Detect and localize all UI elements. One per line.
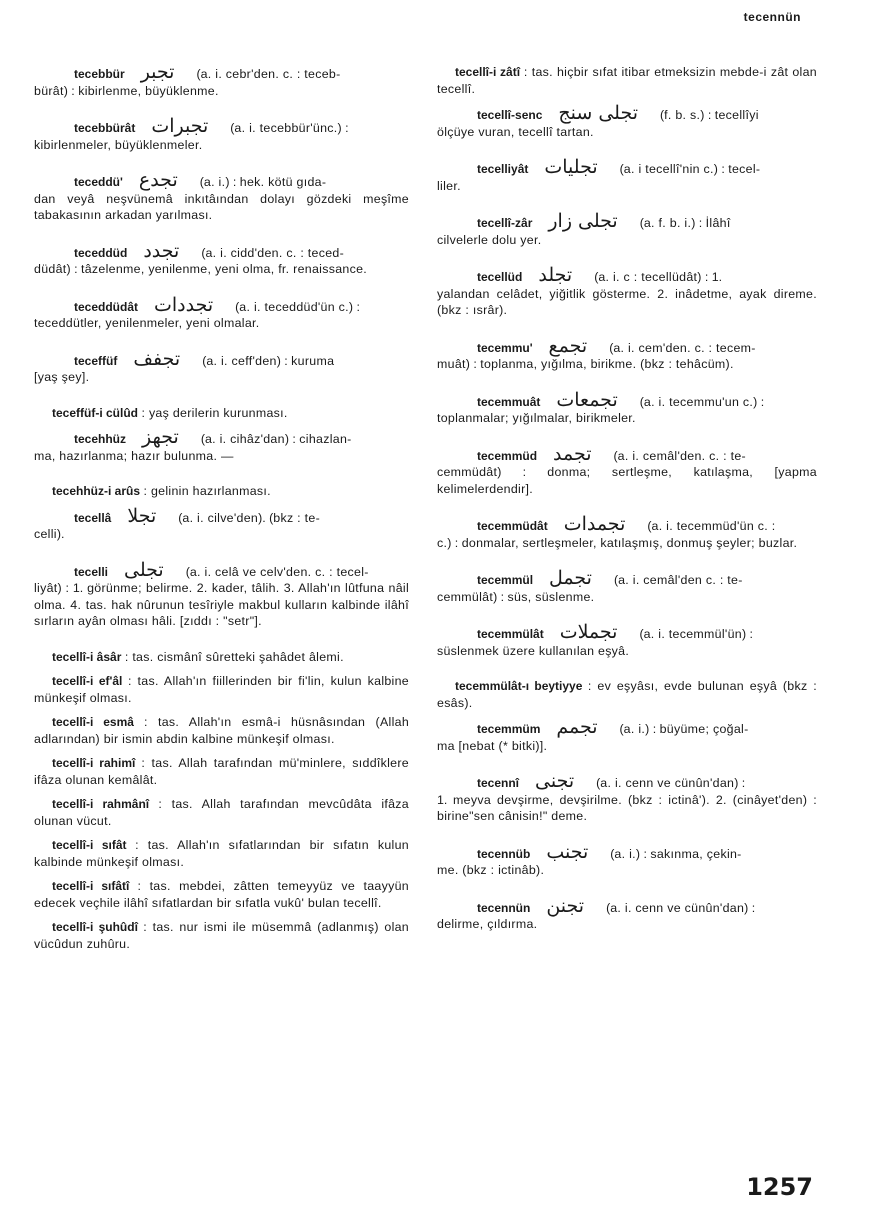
headword: tecellî-i rahimî <box>52 756 136 770</box>
headword: tecellî-senc <box>477 108 543 122</box>
definition-text: c.) : donmalar, sertleşmeler, katılaşmış, donmuş şeyler; buzlar. <box>437 535 798 550</box>
definition-start: : tas. Allah tarafından mevcûdâta ifâza olunan vücut. <box>34 797 409 828</box>
definition-start: (a. i. tecebbür'ünc.) : <box>230 121 349 135</box>
sub-entry <box>34 837 409 870</box>
headword: tecellî-i âsâr <box>52 649 122 664</box>
arabic-script: تجمد <box>553 442 592 465</box>
definition-text: muât) : toplanma, yığılma, birikme. (bkz : tehâcüm). <box>437 357 734 371</box>
definition-start: (a. i. cemâl'den c. : te- <box>613 573 743 587</box>
sub-entry <box>34 649 409 666</box>
definition-start: (a. i.) : büyüme; çoğal- <box>619 722 749 736</box>
definition-start: (a. i. cidd'den. c. : teced- <box>201 245 345 260</box>
definition-text: ma [nebat (* bitki)]. <box>437 738 548 753</box>
dictionary-entry <box>437 442 817 498</box>
definition-start: (a. i. cenn ve cünûn'dan) : <box>596 776 746 790</box>
headword: teceddüd <box>74 245 128 260</box>
arabic-script: تجلى سنج <box>558 102 639 124</box>
definition-start: (a. i. tecemmu'un c.) : <box>639 394 765 409</box>
arabic-script: تجمل <box>549 567 592 589</box>
dictionary-entry <box>34 426 409 464</box>
headword: tecellî-zâr <box>477 216 533 230</box>
headword: tecemmu' <box>477 340 533 355</box>
arabic-script: تجدد <box>143 239 180 262</box>
dictionary-entry <box>437 102 817 140</box>
headword: tecennüb <box>477 846 531 861</box>
headword: tecemmüd <box>477 448 538 463</box>
arabic-script: تجلد <box>538 264 573 286</box>
definition-start: (f. b. s.) : tecellîyi <box>660 108 759 122</box>
definition-text: liyât) : 1. görünme; belirme. 2. kader, tâlih. 3. Allah'ın lûtfuna nâil olma. 4. tas. hak nûrunun tesîriyle makbul kulların kalbinde ilâhî sırların ayân olması hâli. [zıddı : "setr"]. <box>34 581 409 628</box>
headword: tecehhüz-i arûs <box>52 484 141 498</box>
headword: tecellüd <box>477 270 523 284</box>
headword: tecehhüz <box>74 432 127 446</box>
definition-start: : tas. mebdei, zâtten temeyyüz ve taayyün edecek veçhile ilâhî sıfatlardan bir sıfatla vukû' bulan tecellî. <box>34 879 409 910</box>
arabic-script: تجلا <box>127 504 157 527</box>
definition-start: : tas. Allah'ın sıfatlarından bir sıfatın kulun kalbinde münkeşif olması. <box>34 838 409 869</box>
headword: tecellâ <box>74 510 112 525</box>
sub-entry <box>34 878 409 911</box>
dictionary-entry <box>34 115 409 153</box>
definition-text: ma, hazırlanma; hazır bulunma. — <box>34 448 234 463</box>
sub-entry <box>437 64 817 97</box>
definition-start: : tas. nur ismi ile müsemmâ (adlanmış) olan vücûdun zuhûru. <box>34 920 409 951</box>
arabic-script: تجنى <box>535 770 575 792</box>
definition-text: düdât) : tâzelenme, yenilenme, yeni olma, fr. renaissance. <box>34 262 368 276</box>
definition-start: (a. i. cemâl'den. c. : te- <box>613 448 746 463</box>
dictionary-entry <box>437 264 817 319</box>
arabic-script: تجنن <box>546 894 585 917</box>
definition-start: (a. i. cebr'den. c. : teceb- <box>196 67 341 81</box>
dictionary-entry <box>34 293 409 332</box>
definition-text: cemmüdât) : donma; sertleşme, katılaşma, [yapma kelimelerdendir]. <box>437 465 817 496</box>
headword: teceffüf-i cülûd <box>52 405 138 420</box>
arabic-script: تجمعات <box>556 388 618 411</box>
headword: tecemmüdât <box>477 519 548 533</box>
definition-start: (a. i. tecemmüd'ün c. : <box>647 519 776 533</box>
definition-start: : gelinin hazırlanması. <box>143 484 271 498</box>
headword: tecebbürât <box>74 121 136 135</box>
definition-start: (a. i. cem'den. c. : tecem- <box>609 340 756 355</box>
headword: tecellî-i şuhûdî <box>52 920 138 934</box>
definition-text: teceddütler, yenilenmeler, yeni olmalar. <box>34 316 260 330</box>
definition-start: : tas. cismânî sûretteki şahâdet âlemi. <box>124 649 344 664</box>
definition-text: dan veyâ neşvünemâ inkıtâından dolayı gözdeki meşîme tabakasının arkadan yarılması. <box>34 191 409 222</box>
arabic-script: تجنب <box>546 840 589 863</box>
definition-text: delirme, çıldırma. <box>437 917 538 931</box>
arabic-script: تجبر <box>140 61 175 83</box>
arabic-script: تجملات <box>559 621 618 643</box>
definition-text: bürât) : kibirlenme, büyüklenme. <box>34 83 219 98</box>
dictionary-entry <box>34 61 409 99</box>
dictionary-entry <box>437 388 817 427</box>
definition-start: (a. i. ceff'den) : kuruma <box>202 353 335 368</box>
definition-start: : yaş derilerin kurunması. <box>141 405 288 420</box>
arabic-script: تجفف <box>133 347 181 370</box>
definition-start: : ev eşyâsı, evde bulunan eşyâ (bkz : esâs). <box>437 679 817 710</box>
definition-start: : tas. Allah tarafından mü'minlere, sıddîklere ifâza olunan kemâlât. <box>34 756 409 787</box>
headword: tecellî-i esmâ <box>52 715 134 729</box>
definition-start: (a. i. cenn ve cünûn'dan) : <box>606 900 756 915</box>
arabic-script: تجدع <box>138 169 178 191</box>
headword: tecelli <box>74 564 109 579</box>
arabic-script: تجمع <box>548 334 588 357</box>
sub-entry <box>34 714 409 747</box>
headword: tecemmülât-ı beytiyye <box>455 679 583 693</box>
dictionary-entry <box>437 621 817 659</box>
arabic-script: تجددات <box>154 293 214 316</box>
definition-start: (a. f. b. i.) : İlâhî <box>639 216 731 230</box>
definition-text: [yaş şey]. <box>34 370 90 384</box>
definition-text: süslenmek üzere kullanılan eşyâ. <box>437 643 630 658</box>
definition-text: cemmülât) : süs, süslenme. <box>437 589 595 604</box>
left-column <box>34 61 410 960</box>
sub-entry <box>34 755 409 788</box>
dictionary-entry <box>437 567 817 605</box>
dictionary-entry <box>437 840 817 879</box>
dictionary-entry <box>34 347 409 386</box>
dictionary-entry <box>34 558 409 630</box>
definition-text: toplanmalar; yığılmalar, birikmeler. <box>437 411 636 425</box>
definition-text: 1. meyva devşirme, devşirilme. (bkz : ictinâ'). 2. (cinâyet'den) : birine"sen cânisin!" deme. <box>437 792 817 823</box>
arabic-script: تجمدات <box>563 513 626 535</box>
arabic-script: تجليات <box>544 156 598 178</box>
definition-start: (a. i. cilve'den). (bkz : te- <box>178 510 321 525</box>
sub-entry <box>34 919 409 952</box>
page-number: 1257 <box>746 1173 813 1201</box>
dictionary-entry <box>437 716 817 754</box>
definition-text: me. (bkz : ictinâb). <box>437 863 545 877</box>
dictionary-entry <box>437 894 817 933</box>
headword: tecellî-i zâtî <box>455 65 521 79</box>
definition-text: ölçüye vuran, tecellî tartan. <box>437 124 594 139</box>
headword: tecellî-i sıfât <box>52 838 127 852</box>
headword: teceffüf <box>74 353 118 368</box>
sub-entry <box>34 405 409 422</box>
headword: tecennün <box>477 900 531 915</box>
running-head: tecennün <box>743 10 801 24</box>
sub-entry <box>34 483 409 500</box>
sub-entry <box>437 678 817 711</box>
dictionary-entry <box>437 334 817 373</box>
definition-start: : tas. Allah'ın esmâ-i hüsnâsından (Allah adlarından) bir ismin abdin kalbine münkeşif olması. <box>34 715 410 746</box>
definition-start: (a. i. c : tecellüdât) : 1. <box>594 270 723 284</box>
definition-start: (a. i.) : sakınma, çekin- <box>610 846 742 861</box>
definition-text: liler. <box>437 178 461 193</box>
definition-text: celli). <box>34 527 65 541</box>
headword: teceddüdât <box>74 299 139 314</box>
dictionary-entry <box>437 156 817 194</box>
dictionary-entry <box>34 504 409 543</box>
headword: teceddü' <box>74 175 123 189</box>
sub-entry <box>34 673 409 706</box>
definition-text: yalandan celâdet, yiğitlik gösterme. 2. inâdetme, ayak direme. (bkz : ısrâr). <box>437 286 817 317</box>
headword: tecemmüm <box>477 722 541 736</box>
definition-start: : tas. Allah'ın fiillerinden bir fi'lin, kulun kalbine münkeşif olması. <box>34 674 409 705</box>
dictionary-entry <box>437 513 817 551</box>
definition-start: (a. i. celâ ve celv'den. c. : tecel- <box>185 564 369 579</box>
arabic-script: تجهز <box>142 426 179 448</box>
definition-start: (a. i. tecemmül'ün) : <box>639 627 753 641</box>
definition-start: : tas. hiçbir sıfat itibar etmeksizin mebde-i zât olan tecellî. <box>437 65 817 96</box>
headword: tecemmül <box>477 573 534 587</box>
dictionary-entry <box>34 239 409 278</box>
arabic-script: تجبرات <box>151 115 209 137</box>
definition-start: (a. i. cihâz'dan) : cihazlan- <box>200 432 352 446</box>
dictionary-entry <box>34 169 409 224</box>
headword: tecemmülât <box>477 627 544 641</box>
definition-start: (a. i. teceddüd'ün c.) : <box>235 299 360 314</box>
right-column <box>437 64 817 952</box>
headword: tecellî-i rahmânî <box>52 797 150 811</box>
arabic-script: تجلى <box>124 558 164 581</box>
arabic-script: تجلى زار <box>548 210 618 232</box>
definition-start: (a. i tecellî'nin c.) : tecel- <box>619 162 761 176</box>
headword: tecellî-i sıfâtî <box>52 879 130 893</box>
headword: tecellî-i ef'âl <box>52 674 123 688</box>
dictionary-entry <box>437 770 817 825</box>
headword: tecemmuât <box>477 394 541 409</box>
sub-entry <box>34 796 409 829</box>
definition-text: cilvelerle dolu yer. <box>437 232 542 247</box>
definition-text: kibirlenmeler, büyüklenmeler. <box>34 137 203 152</box>
definition-start: (a. i.) : hek. kötü gıda- <box>199 175 327 189</box>
headword: tecennî <box>477 776 520 790</box>
arabic-script: تجمم <box>556 716 598 738</box>
headword: tecebbür <box>74 67 125 81</box>
dictionary-entry <box>437 210 817 248</box>
headword: tecelliyât <box>477 162 529 176</box>
